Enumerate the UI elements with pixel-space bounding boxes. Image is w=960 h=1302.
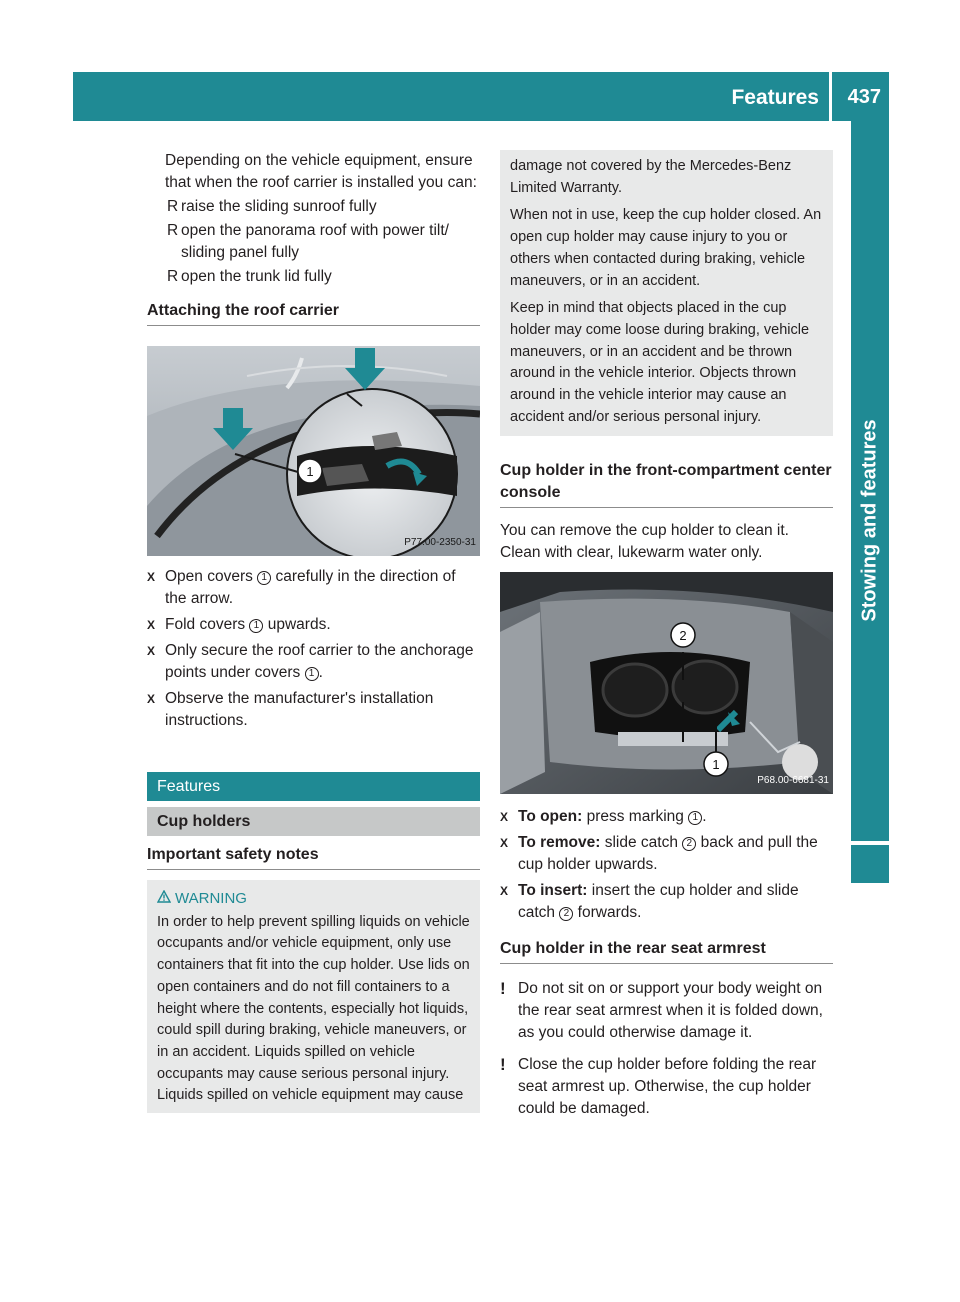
front-cup-holder-text: You can remove the cup holder to clean it. Clean with clear, lukewarm water only. bbox=[500, 522, 789, 562]
heading-rear-cup-holder: Cup holder in the rear seat armrest bbox=[500, 938, 833, 964]
bullet-icon: R bbox=[167, 268, 179, 285]
caution-icon: ! bbox=[500, 979, 506, 999]
section-title-bar: Features bbox=[147, 772, 480, 801]
warning-title: WARNING bbox=[157, 888, 472, 910]
step-item: X Fold covers 1 upwards. bbox=[147, 614, 480, 636]
callout-2-icon: 2 bbox=[682, 837, 696, 851]
callout-2-icon: 2 bbox=[559, 907, 573, 921]
step-item: X Only secure the roof carrier to the anchorage points under covers 1 . bbox=[147, 642, 474, 681]
list-item: R open the panorama roof with power tilt/ sliding panel fully bbox=[167, 222, 449, 261]
figure1-callout-1: 1 bbox=[306, 464, 314, 479]
warning-text: Keep in mind that objects placed in the cup holder may come loose during braking, vehicle maneuvers, or in an accident and be thrown around in the vehicle interior. Objects thrown around in the vehicle interior may cause an accident and/or serious personal injury. bbox=[510, 300, 810, 425]
warning-box-continued bbox=[500, 150, 833, 436]
list-item: R raise the sliding sunroof fully bbox=[147, 196, 480, 218]
step-item: X To open: press marking 1 . bbox=[500, 806, 833, 828]
step-arrow-icon: X bbox=[147, 570, 156, 584]
callout-1-icon: 1 bbox=[249, 619, 263, 633]
note-item: ! Do not sit on or support your body weight on the rear seat armrest when it is folded down, as you could otherwise damage it. bbox=[500, 979, 823, 1042]
heading-front-cup-holder: Cup holder in the front-compartment center console bbox=[500, 460, 833, 508]
heading-important-safety-notes: Important safety notes bbox=[147, 844, 480, 870]
figure2-code: P68.00-6681-31 bbox=[757, 775, 829, 787]
step-arrow-icon: X bbox=[500, 836, 509, 851]
cup-holder-steps bbox=[500, 806, 833, 924]
note-item: ! Close the cup holder before folding the rear seat armrest up. Otherwise, the cup holder could be damaged. bbox=[500, 1055, 817, 1118]
intro-paragraph: Depending on the vehicle equipment, ensure that when the roof carrier is installed you can: bbox=[165, 152, 477, 191]
figure2-callout-2: 2 bbox=[679, 628, 687, 644]
warning-text: damage not covered by the Mercedes-Benz Limited Warranty. bbox=[510, 158, 792, 196]
warning-text: When not in use, keep the cup holder closed. An open cup holder may cause injury to you or others when contacted during braking, vehicle maneuvers, or in an accident. bbox=[510, 207, 822, 289]
step-item: X Observe the manufacturer's installation instructions. bbox=[147, 690, 434, 729]
step-item: X Open covers 1 carefully in the direction of the arrow. bbox=[147, 568, 456, 607]
bullet-icon: R bbox=[167, 222, 179, 239]
page-header bbox=[73, 72, 889, 121]
subsection-title-bar: Cup holders bbox=[147, 807, 480, 836]
step-arrow-icon: X bbox=[147, 692, 156, 706]
chapter-marker-square bbox=[851, 845, 889, 883]
step-arrow-icon: X bbox=[500, 810, 509, 825]
callout-1-icon: 1 bbox=[688, 811, 702, 825]
callout-1-icon: 1 bbox=[257, 571, 271, 585]
warning-box bbox=[147, 880, 480, 1113]
list-item: R open the trunk lid fully bbox=[147, 266, 480, 288]
step-arrow-icon: X bbox=[147, 644, 156, 658]
step-arrow-icon: X bbox=[500, 884, 509, 899]
warning-text: In order to help prevent spilling liquids on vehicle occupants and/or vehicle equipment, only use containers that fit into the cup holder. Use lids on open containers and do not fill containers to a height where the contents, especially hot liquids, could spill during braking, vehicle maneuvers, or in an accident. Liquids spilled on vehicle occupants may cause serious personal injury. Liquids spilled on vehicle equipment may cause bbox=[157, 913, 470, 1104]
roof-carrier-figure bbox=[147, 346, 480, 556]
cup-holder-figure bbox=[500, 572, 833, 794]
heading-attaching-roof-carrier: Attaching the roof carrier bbox=[147, 300, 480, 326]
page-number: 437 bbox=[847, 86, 881, 108]
step-item: X To insert: insert the cup holder and slide catch 2 forwards. bbox=[500, 882, 799, 922]
chapter-side-label: Stowing and features bbox=[858, 419, 881, 622]
header-divider bbox=[829, 72, 832, 121]
step-arrow-icon: X bbox=[147, 618, 156, 632]
callout-1-icon: 1 bbox=[305, 667, 319, 681]
cup-holder-illustration bbox=[500, 572, 833, 794]
warning-triangle-icon bbox=[157, 888, 171, 910]
step-item: X To remove: slide catch 2 back and pull the cup holder upwards. bbox=[500, 834, 818, 874]
right-column bbox=[500, 150, 833, 1120]
figure1-code: P77.00-2350-31 bbox=[404, 537, 476, 548]
header-title: Features bbox=[731, 86, 819, 109]
roof-carrier-illustration bbox=[147, 346, 480, 556]
left-column bbox=[147, 150, 480, 1113]
bullet-icon: R bbox=[167, 198, 179, 215]
roof-carrier-steps bbox=[147, 566, 480, 732]
caution-icon: ! bbox=[500, 1055, 506, 1075]
figure2-callout-1: 1 bbox=[712, 757, 720, 773]
